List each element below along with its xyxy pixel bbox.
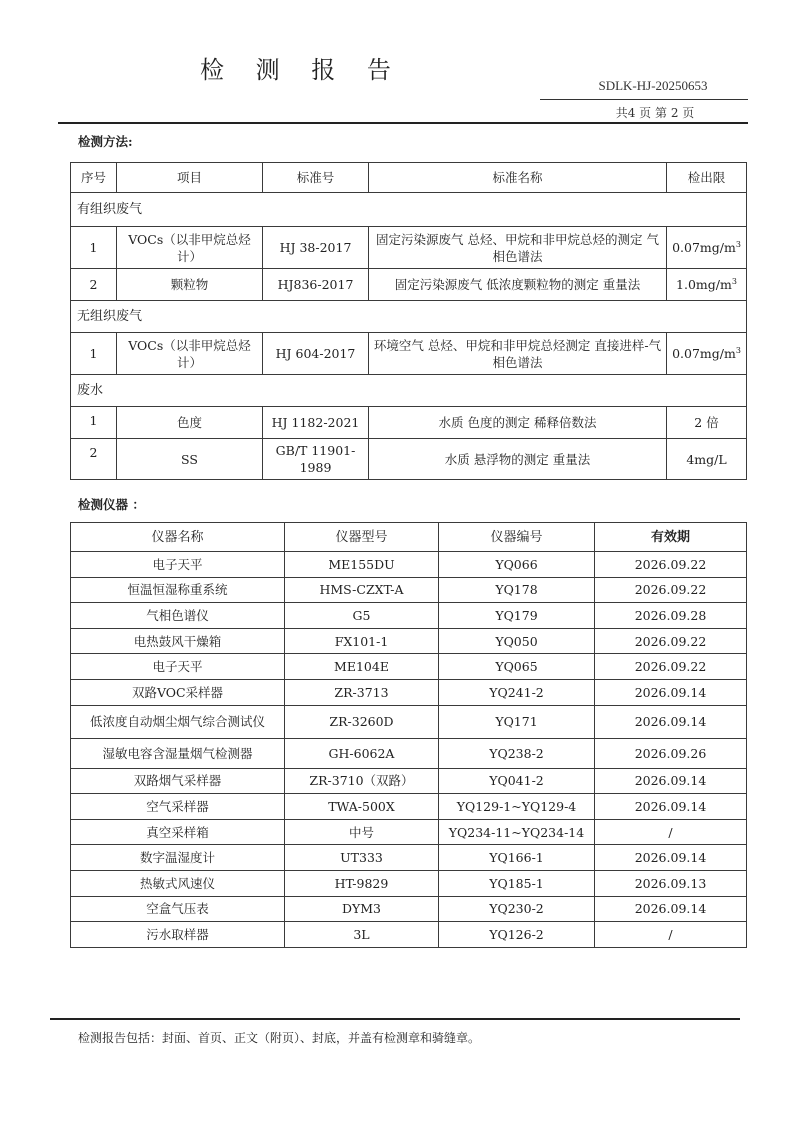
standard-name-cell: 环境空气 总烃、甲烷和非甲烷总烃测定 直接进样-气相色谱法 (369, 333, 667, 375)
instrument-id-cell: YQ126-2 (439, 922, 595, 948)
instrument-name-cell: 气相色谱仪 (71, 603, 285, 629)
table-row (71, 407, 747, 439)
instrument-id-cell: YQ178 (439, 577, 595, 603)
valid-until-cell: 2026.09.14 (595, 679, 747, 705)
table-row (71, 439, 747, 480)
standard-name-cell: 固定污染源废气 低浓度颗粒物的测定 重量法 (369, 269, 667, 301)
model-cell: ME104E (285, 654, 439, 680)
instruments-section-title: 检测仪器 ： (78, 497, 145, 512)
model-cell: ZR-3710（双路） (285, 768, 439, 794)
table-row (71, 794, 747, 820)
methods-header-row (71, 163, 747, 193)
standard-no-cell: HJ836-2017 (263, 269, 369, 301)
limit-value: 2 倍 (694, 415, 719, 430)
valid-until-cell: 2026.09.14 (595, 794, 747, 820)
instrument-id-cell: YQ041-2 (439, 768, 595, 794)
instrument-name-cell: 热敏式风速仪 (71, 870, 285, 896)
limit-value: 4mg/L (686, 451, 727, 467)
valid-until-cell: 2026.09.22 (595, 628, 747, 654)
model-cell: DYM3 (285, 896, 439, 922)
table-row (71, 577, 747, 603)
valid-until-cell: 2026.09.26 (595, 738, 747, 768)
model-cell: HT-9829 (285, 870, 439, 896)
footer-note: 检测报告包括：封面、首页、正文（附页）、封底，并盖有检测章和骑缝章。 (78, 1031, 481, 1045)
model-cell: ME155DU (285, 552, 439, 578)
instrument-id-cell: YQ238-2 (439, 738, 595, 768)
col-header-valid-until: 有效期 (595, 523, 747, 552)
instrument-name-cell: 电子天平 (71, 654, 285, 680)
report-number: SDLK-HJ-20250653 (598, 78, 708, 93)
col-header-instrument-id: 仪器编号 (439, 523, 595, 552)
model-cell: HMS-CZXT-A (285, 577, 439, 603)
table-row (71, 679, 747, 705)
limit-value: 0.07mg/m (672, 240, 736, 255)
valid-until-cell: 2026.09.14 (595, 896, 747, 922)
standard-name-cell: 固定污染源废气 总烃、甲烷和非甲烷总烃的测定 气相色谱法 (369, 227, 667, 269)
valid-until-cell: 2026.09.13 (595, 870, 747, 896)
table-row (71, 922, 747, 948)
valid-until-cell: 2026.09.28 (595, 603, 747, 629)
group-row-wastewater (71, 375, 747, 407)
model-cell: UT333 (285, 845, 439, 871)
instrument-id-cell: YQ230-2 (439, 896, 595, 922)
item-cell: 颗粒物 (117, 269, 263, 301)
valid-until-cell: 2026.09.22 (595, 654, 747, 680)
valid-until-cell: 2026.09.22 (595, 577, 747, 603)
instrument-id-cell: YQ241-2 (439, 679, 595, 705)
instrument-id-cell: YQ129-1~YQ129-4 (439, 794, 595, 820)
limit-exponent: 3 (731, 276, 737, 286)
seq-cell: 2 (71, 439, 117, 480)
footer-rule (50, 1018, 740, 1020)
table-row (71, 870, 747, 896)
group-label: 废水 (71, 375, 747, 407)
model-cell: 3L (285, 922, 439, 948)
instrument-name-cell: 双路VOC采样器 (71, 679, 285, 705)
instrument-id-cell: YQ234-11~YQ234-14 (439, 819, 595, 845)
instrument-name-cell: 数字温湿度计 (71, 845, 285, 871)
table-row (71, 227, 747, 269)
col-header-item: 项目 (117, 163, 263, 193)
col-header-limit: 检出限 (667, 163, 747, 193)
seq-cell: 1 (71, 227, 117, 269)
group-row-unorganized-exhaust (71, 301, 747, 333)
col-header-standard-no: 标准号 (263, 163, 369, 193)
limit-cell (667, 269, 747, 301)
instrument-id-cell: YQ171 (439, 705, 595, 738)
item-cell: SS (117, 439, 263, 480)
table-row (71, 845, 747, 871)
table-row (71, 896, 747, 922)
instrument-name-cell: 污水取样器 (71, 922, 285, 948)
model-cell: ZR-3260D (285, 705, 439, 738)
instrument-id-cell: YQ065 (439, 654, 595, 680)
model-cell: 中号 (285, 819, 439, 845)
group-label: 无组织废气 (71, 301, 747, 333)
table-row (71, 819, 747, 845)
standard-name-cell: 水质 色度的测定 稀释倍数法 (369, 407, 667, 439)
table-row (71, 628, 747, 654)
table-row (71, 552, 747, 578)
limit-cell (667, 227, 747, 269)
model-cell: G5 (285, 603, 439, 629)
standard-no-cell: GB/T 11901-1989 (263, 439, 369, 480)
methods-section-title: 检测方法: (78, 134, 133, 149)
seq-cell: 2 (71, 269, 117, 301)
col-header-instrument-name: 仪器名称 (71, 523, 285, 552)
limit-exponent: 3 (735, 239, 741, 249)
instrument-name-cell: 低浓度自动烟尘烟气综合测试仪 (71, 705, 285, 738)
valid-until-cell: 2026.09.14 (595, 768, 747, 794)
table-row (71, 333, 747, 375)
model-cell: ZR-3713 (285, 679, 439, 705)
table-row (71, 603, 747, 629)
instrument-name-cell: 电子天平 (71, 552, 285, 578)
table-row (71, 768, 747, 794)
table-row (71, 269, 747, 301)
valid-until-cell: / (595, 819, 747, 845)
instrument-id-cell: YQ185-1 (439, 870, 595, 896)
group-label: 有组织废气 (71, 193, 747, 227)
model-cell: FX101-1 (285, 628, 439, 654)
instrument-id-cell: YQ166-1 (439, 845, 595, 871)
group-row-organized-exhaust (71, 193, 747, 227)
standard-no-cell: HJ 604-2017 (263, 333, 369, 375)
header-rule (58, 122, 748, 124)
valid-until-cell: 2026.09.22 (595, 552, 747, 578)
instrument-name-cell: 真空采样箱 (71, 819, 285, 845)
table-row (71, 654, 747, 680)
instrument-id-cell: YQ179 (439, 603, 595, 629)
page-info: 共4 页 第 2 页 (615, 106, 695, 120)
table-row (71, 738, 747, 768)
item-cell: VOCs（以非甲烷总烃计） (117, 333, 263, 375)
standard-no-cell: HJ 38-2017 (263, 227, 369, 269)
instrument-name-cell: 恒温恒湿称重系统 (71, 577, 285, 603)
limit-cell (667, 407, 747, 439)
col-header-seq: 序号 (71, 163, 117, 193)
model-cell: TWA-500X (285, 794, 439, 820)
report-title: 检 测 报 告 (200, 56, 403, 84)
col-header-model: 仪器型号 (285, 523, 439, 552)
instrument-name-cell: 双路烟气采样器 (71, 768, 285, 794)
model-cell: GH-6062A (285, 738, 439, 768)
limit-exponent: 3 (735, 345, 741, 355)
standard-no-cell: HJ 1182-2021 (263, 407, 369, 439)
seq-cell: 1 (71, 333, 117, 375)
limit-cell (667, 333, 747, 375)
methods-table (70, 162, 747, 480)
seq-cell: 1 (71, 407, 117, 439)
valid-until-cell: 2026.09.14 (595, 705, 747, 738)
standard-name-cell: 水质 悬浮物的测定 重量法 (369, 439, 667, 480)
valid-until-cell: 2026.09.14 (595, 845, 747, 871)
header-divider (540, 99, 748, 100)
instruments-table (70, 522, 747, 948)
table-row (71, 705, 747, 738)
instrument-id-cell: YQ066 (439, 552, 595, 578)
limit-value: 1.0mg/m (676, 277, 732, 292)
instrument-name-cell: 电热鼓风干燥箱 (71, 628, 285, 654)
instrument-name-cell: 空盒气压表 (71, 896, 285, 922)
instrument-id-cell: YQ050 (439, 628, 595, 654)
item-cell: 色度 (117, 407, 263, 439)
instruments-header-row (71, 523, 747, 552)
instrument-name-cell: 空气采样器 (71, 794, 285, 820)
limit-value: 0.07mg/m (672, 346, 736, 361)
instrument-name-cell: 湿敏电容含湿量烟气检测器 (71, 738, 285, 768)
limit-cell (667, 439, 747, 480)
valid-until-cell: / (595, 922, 747, 948)
item-cell: VOCs（以非甲烷总烃计） (117, 227, 263, 269)
col-header-standard-name: 标准名称 (369, 163, 667, 193)
